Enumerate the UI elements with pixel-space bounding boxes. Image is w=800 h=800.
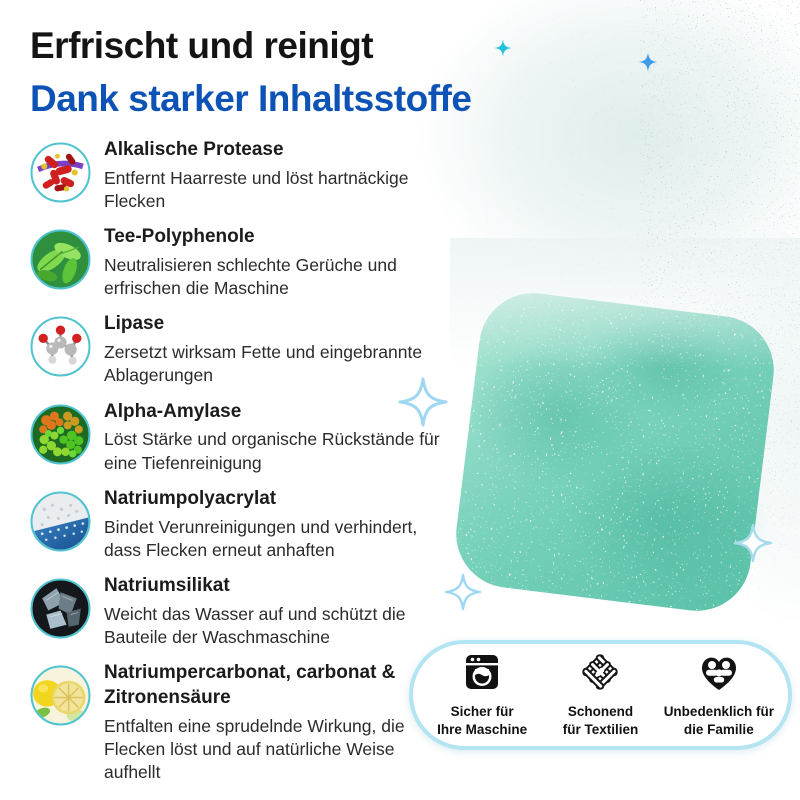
ingredient-text — [104, 574, 442, 649]
ingredient-text — [104, 225, 442, 300]
page-title-line2: Dank starker Inhaltsstoffe — [30, 77, 472, 119]
ingredient-text — [104, 138, 442, 213]
ingredient-description: Weicht das Wasser auf und schützt die Bauteile der Waschmaschine — [104, 603, 406, 648]
ingredient-description: Neutralisieren schlechte Gerüche und erfrischen die Maschine — [104, 254, 397, 299]
ingredient-description: Bindet Verunreinigungen und verhindert, dass Flecken erneut anhaften — [104, 516, 418, 560]
ingredient-description: Entfernt Haarreste und löst hartnäckige Flecken — [104, 167, 409, 211]
ingredient-description: Löst Stärke und organische Rückstände für eine Tiefenreinigung — [104, 429, 440, 473]
benefit-textiles — [541, 652, 659, 738]
benefit-label-line2: die Familie — [683, 721, 754, 737]
family-heart-icon — [697, 652, 741, 697]
list-item — [30, 574, 510, 649]
list-item — [30, 400, 510, 475]
benefit-label-line1: Unbedenklich für — [663, 704, 774, 720]
granule-cluster-icon — [30, 404, 91, 465]
ingredient-description: Entfalten eine sprudelnde Wirkung, die Flecken löst und auf natürliche Weise aufhellt — [104, 715, 405, 783]
benefit-machine — [423, 652, 541, 738]
benefit-label-line1: Sicher für — [450, 704, 514, 720]
ingredient-text — [104, 400, 442, 475]
list-item — [30, 225, 510, 300]
list-item — [30, 487, 510, 562]
benefit-label-line1: Schonend — [567, 704, 634, 720]
lemon-icon — [30, 665, 91, 726]
benefit-label — [563, 703, 639, 738]
ingredient-text — [104, 661, 442, 784]
ingredient-title: Natriumpolyacrylat — [104, 487, 277, 509]
benefit-label-line2: Ihre Maschine — [437, 721, 528, 737]
ingredient-text — [104, 312, 442, 387]
protease-molecule-icon — [30, 142, 91, 203]
ingredient-title: Alpha-Amylase — [104, 400, 242, 422]
benefit-family — [660, 652, 778, 738]
header — [0, 0, 800, 125]
ingredient-text — [104, 487, 442, 562]
tea-leaves-icon — [30, 229, 91, 290]
list-item — [30, 312, 510, 387]
ingredient-title: Natriumsilikat — [104, 575, 230, 597]
benefit-label-line2: für Textilien — [562, 721, 639, 737]
benefit-label — [664, 703, 774, 738]
benefits-badge — [409, 640, 792, 750]
textile-weave-icon — [580, 652, 620, 697]
ingredient-title: Tee-Polyphenole — [104, 226, 255, 248]
list-item — [30, 138, 510, 213]
page-title-line1: Erfrischt und reinigt — [30, 25, 374, 66]
silicate-crystals-icon — [30, 578, 91, 639]
ingredient-description: Zersetzt wirksam Fette und eingebrannte Ablagerungen — [104, 342, 423, 386]
molecule-ball-stick-icon — [30, 316, 91, 377]
ingredient-title: Natriumpercarbonat, carbonat & Zitronensäure — [104, 662, 396, 708]
ingredient-title: Alkalische Protease — [104, 139, 284, 160]
polymer-powder-icon — [30, 491, 91, 552]
benefit-label — [437, 703, 527, 738]
washing-machine-icon — [462, 652, 502, 697]
ingredient-title: Lipase — [104, 313, 165, 335]
